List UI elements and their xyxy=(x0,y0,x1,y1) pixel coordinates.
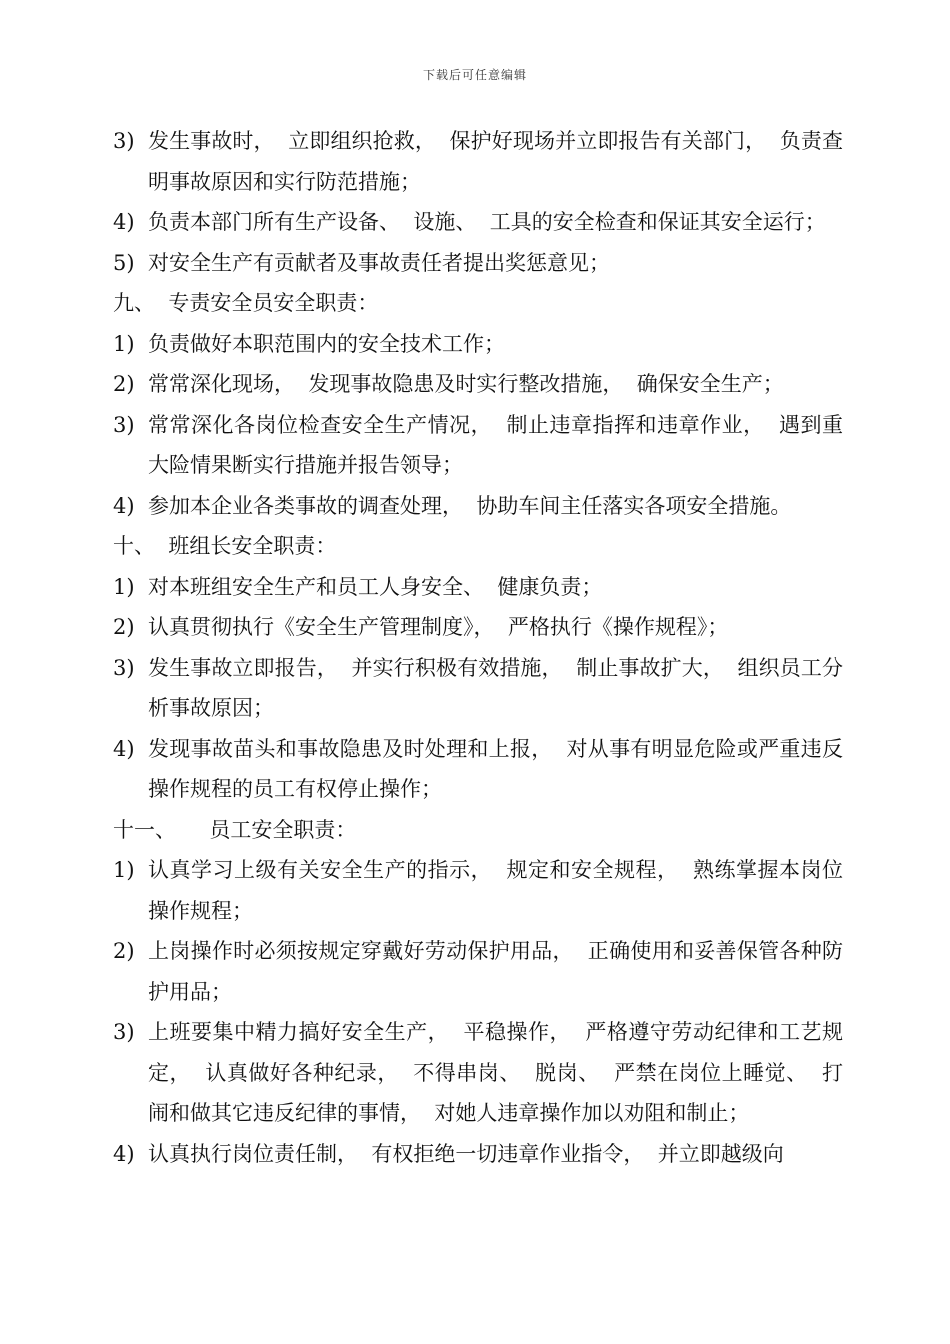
item-number: 1) xyxy=(113,858,135,882)
item-number: 4) xyxy=(113,210,135,234)
item-number: 4) xyxy=(113,1141,135,1166)
list-item xyxy=(113,648,843,729)
item-number: 3) xyxy=(113,129,135,153)
item-text: 对安全生产有贡献者及事故责任者提出奖惩意见； xyxy=(148,250,610,275)
item-number: 2) xyxy=(113,615,135,639)
item-text: 认真执行岗位责任制， 有权拒绝一切违章作业指令， 并立即越级向 xyxy=(148,1141,784,1166)
page-header: 下载后可任意编辑 xyxy=(422,68,527,82)
item-number: 5) xyxy=(113,250,135,275)
item-text: 负责做好本职范围内的安全技术工作； xyxy=(148,331,505,356)
item-number: 3) xyxy=(113,1020,135,1044)
item-number: 1) xyxy=(113,331,135,356)
item-text: 认真学习上级有关安全生产的指示， 规定和安全规程， 熟练掌握本岗位操作规程； xyxy=(148,858,843,923)
list-item xyxy=(113,729,843,810)
item-text: 常常深化现场， 发现事故隐患及时实行整改措施， 确保安全生产； xyxy=(148,372,784,396)
item-number: 2) xyxy=(113,939,135,963)
list-item xyxy=(113,202,843,243)
item-text: 发生事故时， 立即组织抢救， 保护好现场并立即报告有关部门， 负责查明事故原因和实行防范措施； xyxy=(148,129,843,194)
item-text: 上岗操作时必须按规定穿戴好劳动保护用品， 正确使用和妥善保管各种防护用品； xyxy=(148,939,843,1004)
item-number: 3) xyxy=(113,412,135,437)
item-text: 发现事故苗头和事故隐患及时处理和上报， 对从事有明显危险或严重违反操作规程的员工有权停止操作； xyxy=(148,736,843,801)
item-text: 常常深化各岗位检查安全生产情况， 制止违章指挥和违章作业， 遇到重大险情果断实行措施并报告领导； xyxy=(148,412,843,477)
list-item xyxy=(113,121,843,202)
item-number: 3) xyxy=(113,655,135,680)
item-number: 4) xyxy=(113,736,135,761)
list-item xyxy=(113,405,843,486)
list-item xyxy=(113,1012,843,1134)
list-item xyxy=(113,931,843,1012)
list-item xyxy=(113,243,843,284)
list-item xyxy=(113,607,843,648)
list-item xyxy=(113,364,843,405)
item-number: 2) xyxy=(113,372,135,396)
list-item xyxy=(113,486,843,527)
item-text: 负责本部门所有生产设备、 设施、 工具的安全检查和保证其安全运行； xyxy=(148,210,826,234)
item-text: 发生事故立即报告， 并实行积极有效措施， 制止事故扩大， 组织员工分析事故原因； xyxy=(148,655,843,720)
list-item xyxy=(113,324,843,365)
item-number: 4) xyxy=(113,493,135,518)
section-heading: 九、 专责安全员安全职责： xyxy=(113,291,379,315)
item-text: 对本班组安全生产和员工人身安全、 健康负责； xyxy=(148,574,603,599)
list-item xyxy=(113,1134,843,1175)
list-item xyxy=(113,850,843,931)
item-number: 1) xyxy=(113,574,135,599)
item-text: 参加本企业各类事故的调查处理， 协助车间主任落实各项安全措施。 xyxy=(148,493,792,518)
section-heading: 十、 班组长安全职责： xyxy=(113,534,337,558)
document-body xyxy=(113,121,843,1174)
list-item xyxy=(113,567,843,608)
section-heading: 十一、 员工安全职责： xyxy=(113,817,357,842)
item-text: 认真贯彻执行《安全生产管理制度》， 严格执行《操作规程》； xyxy=(148,615,729,639)
item-text: 上班要集中精力搞好安全生产， 平稳操作， 严格遵守劳动纪律和工艺规定， 认真做好各种纪录， 不得串岗、 脱岗、 严禁在岗位上睡觉、 打闹和做其它违反纪律的事情， 对她人违章操作加以劝阻和制止； xyxy=(148,1020,843,1125)
